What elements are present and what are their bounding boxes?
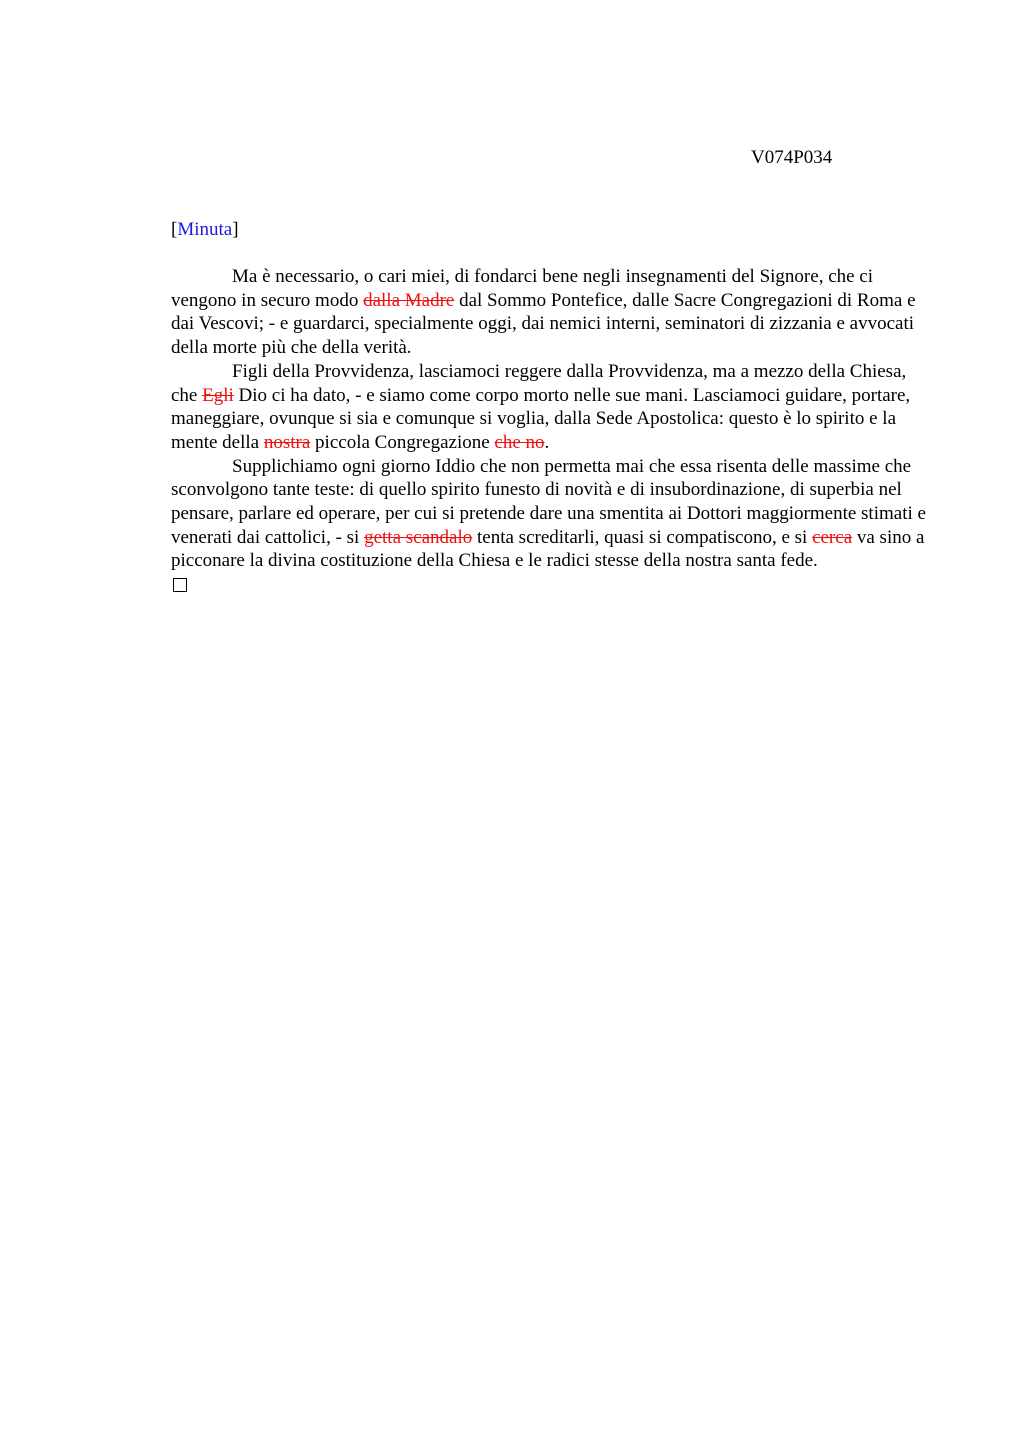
paragraph-1-text-1: Ma è necessario, o cari miei, di fondarci bene negli insegnamenti del Signore, che ci vengono in securo modo: [171, 266, 874, 311]
document-heading: [171, 218, 239, 241]
paragraph-1: [171, 265, 929, 360]
paragraph-2-deletion-1: Egli: [202, 384, 234, 406]
paragraph-3-deletion-1: getta scandalo: [364, 526, 473, 548]
square-outline-icon: [173, 578, 187, 592]
paragraph-3-text-1: Supplichiamo ogni giorno Iddio che non permetta mai che essa risenta delle massime che sconvolgono tante teste: di quello spirito funesto di novità e di insubordinazione, di superbia nel pensare, parlare ed operare, per cui si pretende dare una smentita ai Dottori maggiormente stimati e venerati dai cattolici, - si: [171, 455, 926, 548]
paragraph-2-text-1: Figli della Provvidenza, lasciamoci reggere dalla Provvidenza, ma a mezzo della Chiesa, che: [171, 360, 907, 406]
paragraph-1-text-2: dal Sommo Pontefice, dalle Sacre Congregazioni di Roma e dai Vescovi; - e guardarci, specialmente oggi, dai nemici interni, seminatori di zizzania e avvocati della morte più che della verità.: [171, 289, 916, 359]
heading-close-bracket: ]: [232, 219, 239, 240]
paragraph-3-deletion-2: cerca: [812, 526, 853, 548]
paragraph-2-text-4: .: [544, 431, 550, 453]
minuta-link[interactable]: Minuta: [177, 219, 233, 240]
paragraph-1-deletion-1: dalla Madre: [363, 289, 455, 311]
paragraph-2-text-2: Dio ci ha dato, - e siamo come corpo morto nelle sue mani. Lasciamoci guidare, portare, maneggiare, ovunque si sia e comunque si voglia, dalla Sede Apostolica: questo è lo spirito e la mente della: [171, 384, 911, 453]
paragraph-3-text-3: va sino a picconare la divina costituzione della Chiesa e le radici stesse della nostra santa fede.: [171, 526, 925, 572]
paragraph-2-deletion-3: che no: [494, 431, 545, 453]
paragraph-2-text-3: piccola Congregazione: [310, 431, 495, 453]
page-id: V074P034: [751, 147, 833, 168]
paragraph-3: [171, 455, 929, 574]
paragraph-3-text-2: tenta screditarli, quasi si compatiscono, e si: [472, 526, 813, 548]
paragraph-2-deletion-2: nostra: [263, 431, 311, 453]
heading-open-bracket: [: [171, 219, 178, 240]
letter-body: [171, 265, 929, 592]
paragraph-2: [171, 360, 929, 455]
